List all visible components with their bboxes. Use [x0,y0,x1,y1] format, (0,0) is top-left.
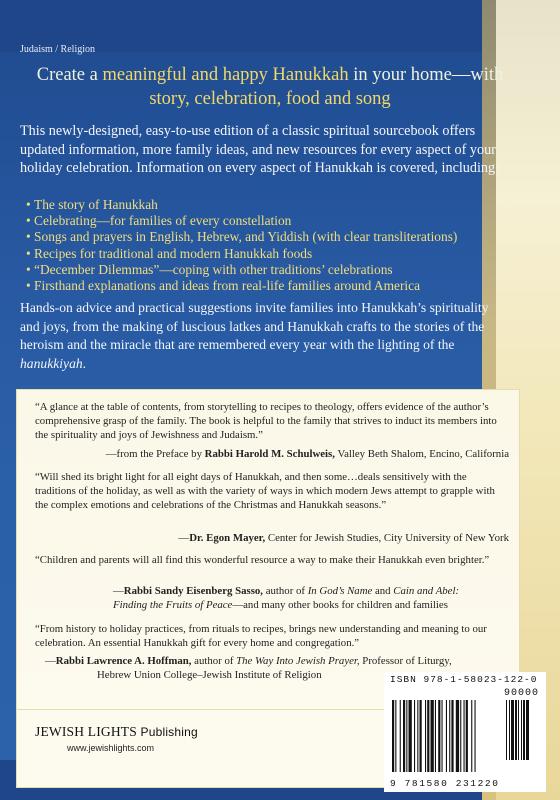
book-title: Finding the Fruits of Peace [113,599,233,611]
barcode-bar [442,700,443,772]
intro-paragraph: This newly-designed, easy-to-use edition of a classic spiritual sourcebook offers updated information, more family ideas, and new resources for every aspect of your holiday celebration. Information on every aspect of Hanukkah is covered, including: [20,123,500,176]
endorser-affiliation: Center for Jewish Studies, City University of New York [265,532,509,544]
barcode-bar [456,700,459,772]
barcode-bar [400,700,401,772]
barcode-bar [466,700,468,772]
endorser-affiliation: and [372,585,394,597]
attribution-prefix: — [45,655,56,667]
barcode-bar [518,700,519,760]
attribution-prefix: —from the Preface by [105,448,205,460]
barcode-bar [406,700,407,772]
attribution-prefix: — [178,532,190,544]
barcode-bar [460,700,461,772]
barcode-bar [425,700,426,772]
book-title: In God’s Name [307,585,373,597]
price-code: 90000 [504,688,540,699]
endorser-name: Rabbi Harold M. Schulweis, [204,448,335,460]
endorsement-attribution [113,584,513,612]
barcode-number: 9 781580 231220 [390,778,500,789]
publisher-logo [35,724,198,740]
endorser-affiliation: Valley Beth Shalom, Encino, California [334,448,509,460]
endorsement-attribution [35,531,509,545]
barcode-bar [526,700,529,760]
barcode-bar [506,700,507,760]
barcode-bar [417,700,418,772]
barcode-bar [427,700,429,772]
endorsements-panel [16,389,520,710]
hands-on-text: Hands-on advice and practical suggestions invite families into Hanukkah’s spirituality and joys, from the making of luscious latkes and Hanukkah crafts to the stories of the heroism and the miracle that are remembered every year with the lighting of the [20,300,489,353]
barcode-bar [446,700,447,772]
publisher-suffix: Publishing [136,725,198,739]
category-label: Judaism / Religion [20,44,95,55]
headline-highlight-1: meaningful and happy Hanukkah [102,65,349,85]
endorser-affiliation: —and many other books for children and families [232,599,448,611]
feature-list [26,197,506,294]
barcode-bar [431,700,434,772]
barcode-bar [392,700,394,772]
barcode-bar [464,700,465,772]
feature-item: • Songs and prayers in English, Hebrew, and Yiddish (with clear transliterations) [26,229,506,245]
barcode-bar [435,700,436,772]
barcode-bar [471,700,472,772]
feature-item: • “December Dilemmas”—coping with other traditions’ celebrations [26,262,506,278]
hanukkiyah-term: hanukkiyah [20,355,83,371]
endorser-affiliation: author of [191,655,237,667]
endorser-affiliation: Professor of Liturgy, [359,655,452,667]
endorsement-attribution [35,447,509,461]
book-title: Cain and Abel: [393,585,460,597]
attribution-prefix: — [113,585,124,597]
headline-part-3: in your home—with [348,65,504,85]
headline-part-1: Create a [36,65,103,85]
headline [30,63,510,111]
barcode-block [384,672,546,792]
barcode-bar [523,700,525,760]
barcode-bars [390,700,540,776]
barcode-bar [511,700,514,760]
barcode-bar [395,700,396,772]
barcode-bar [449,700,450,772]
barcode-bar [403,700,405,772]
feature-item: • Recipes for traditional and modern Hanukkah foods [26,246,506,262]
feature-item: • Celebrating—for families of every constellation [26,213,506,229]
barcode-bar [451,700,453,772]
publisher-website: www.jewishlights.com [67,743,155,753]
endorsement-quote: “Will shed its bright light for all eight days of Hanukkah, and then some…deals sensitively with the traditions of the holiday, as well as with the variety of ways in which modern Jews attempt to grapple with the complex emotions and celebrations of the Christmas and Hanukkah seasons.” [35,471,495,511]
endorser-affiliation: author of [263,585,308,597]
isbn-text: ISBN 978-1-58023-122-0 [390,674,538,685]
barcode-bar [475,700,476,772]
hands-on-end: . [82,355,87,371]
barcode-bar [521,700,522,760]
endorsement-quote: “Children and parents will all find this wonderful resource a way to make their Hanukkah even brighter.” [35,554,490,566]
book-title: The Way Into Jewish Prayer, [236,655,360,667]
barcode-bar [438,700,440,772]
endorsement-quote: “A glance at the table of contents, from storytelling to recipes to theology, offers evidence of the author’s comprehensive grasp of the family. The book is helpful to the family that strives to induct its members into the spirituality and joys of Jewishness and Judaism.” [35,401,497,441]
barcode-bar [420,700,422,772]
publisher-name: JEWISH LIGHTS [35,724,137,739]
barcode-bar [409,700,412,772]
endorser-affiliation: Hebrew Union College–Jewish Institute of Religion [97,669,322,681]
endorser-name: Rabbi Lawrence A. Hoffman, [55,655,192,667]
barcode-bar [515,700,517,760]
endorser-name: Rabbi Sandy Eisenberg Sasso, [123,585,264,597]
feature-item: • The story of Hanukkah [26,197,506,213]
hands-on-paragraph [20,299,504,373]
barcode-bar [414,700,415,772]
endorser-name: Dr. Egon Mayer, [189,532,266,544]
endorsement-quote: “From history to holiday practices, from rituals to recipes, brings new understanding and meaning to our celebration. An essential Hanukkah gift for every home and congregation.” [35,623,487,649]
barcode-bar [509,700,510,760]
headline-highlight-2: story, celebration, food and song [149,89,391,109]
feature-item: • Firsthand explanations and ideas from real-life families around America [26,278,506,294]
